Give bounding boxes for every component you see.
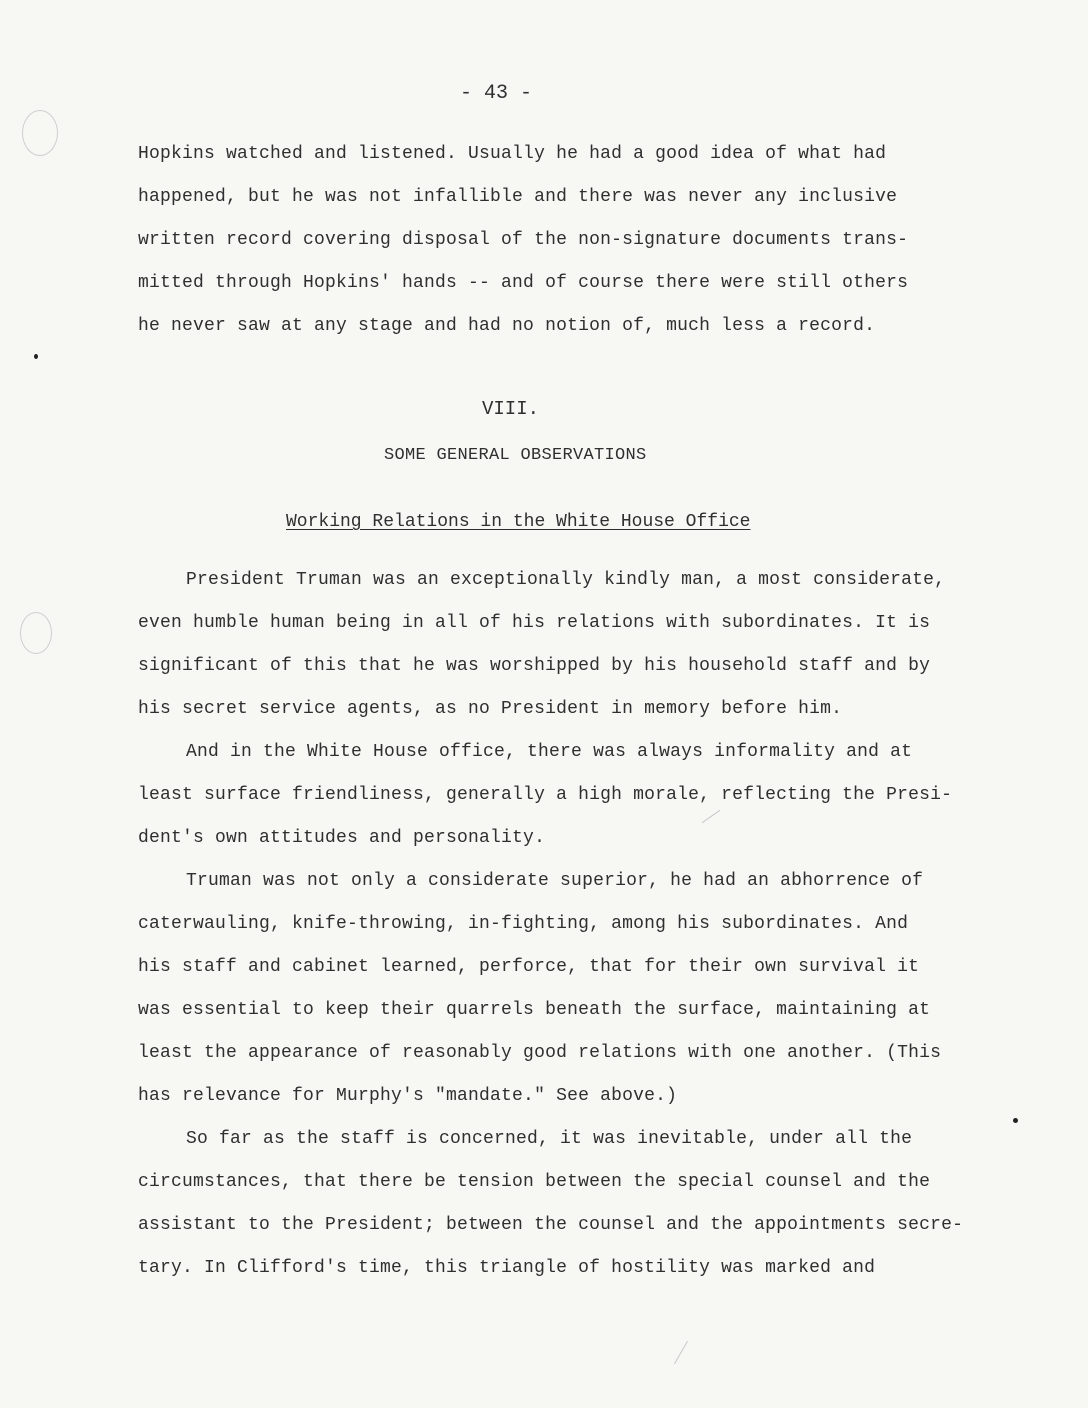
subheading: Working Relations in the White House Office [286, 512, 751, 532]
body-line: even humble human being in all of his relations with subordinates. It is [138, 613, 931, 633]
body-line: tary. In Clifford's time, this triangle of hostility was marked and [138, 1258, 876, 1278]
body-line: significant of this that he was worshipped by his household staff and by [138, 656, 931, 676]
body-line: his staff and cabinet learned, perforce, that for their own survival it [138, 957, 920, 977]
page-number: - 43 - [460, 82, 533, 105]
scan-speck [34, 354, 38, 359]
body-line: Truman was not only a considerate superior, he had an abhorrence of [186, 871, 924, 891]
body-line: circumstances, that there be tension between the special counsel and the [138, 1172, 931, 1192]
body-line: was essential to keep their quarrels beneath the surface, maintaining at [138, 1000, 931, 1020]
section-title: SOME GENERAL OBSERVATIONS [384, 446, 647, 465]
body-line: Hopkins watched and listened. Usually he had a good idea of what had [138, 144, 887, 164]
body-line: mitted through Hopkins' hands -- and of course there were still others [138, 273, 909, 293]
scan-speck [1013, 1118, 1018, 1123]
body-line: caterwauling, knife-throwing, in-fighting, among his subordinates. And [138, 914, 909, 934]
punch-hole-middle [20, 612, 52, 654]
body-line: least the appearance of reasonably good relations with one another. (This [138, 1043, 942, 1063]
body-line: written record covering disposal of the non-signature documents trans- [138, 230, 909, 250]
body-line: he never saw at any stage and had no notion of, much less a record. [138, 316, 876, 336]
body-line: dent's own attitudes and personality. [138, 828, 546, 848]
punch-hole-top [22, 110, 58, 156]
body-line: least surface friendliness, generally a high morale, reflecting the Presi- [138, 785, 953, 805]
body-line: So far as the staff is concerned, it was inevitable, under all the [186, 1129, 913, 1149]
body-line: happened, but he was not infallible and there was never any inclusive [138, 187, 898, 207]
body-line: And in the White House office, there was always informality and at [186, 742, 913, 762]
scan-mark [674, 1341, 688, 1364]
body-line: President Truman was an exceptionally kindly man, a most considerate, [186, 570, 946, 590]
scan-mark [702, 810, 721, 823]
section-number: VIII. [482, 398, 540, 420]
body-line: has relevance for Murphy's "mandate." See above.) [138, 1086, 678, 1106]
body-line: his secret service agents, as no President in memory before him. [138, 699, 843, 719]
body-line: assistant to the President; between the counsel and the appointments secre- [138, 1215, 964, 1235]
